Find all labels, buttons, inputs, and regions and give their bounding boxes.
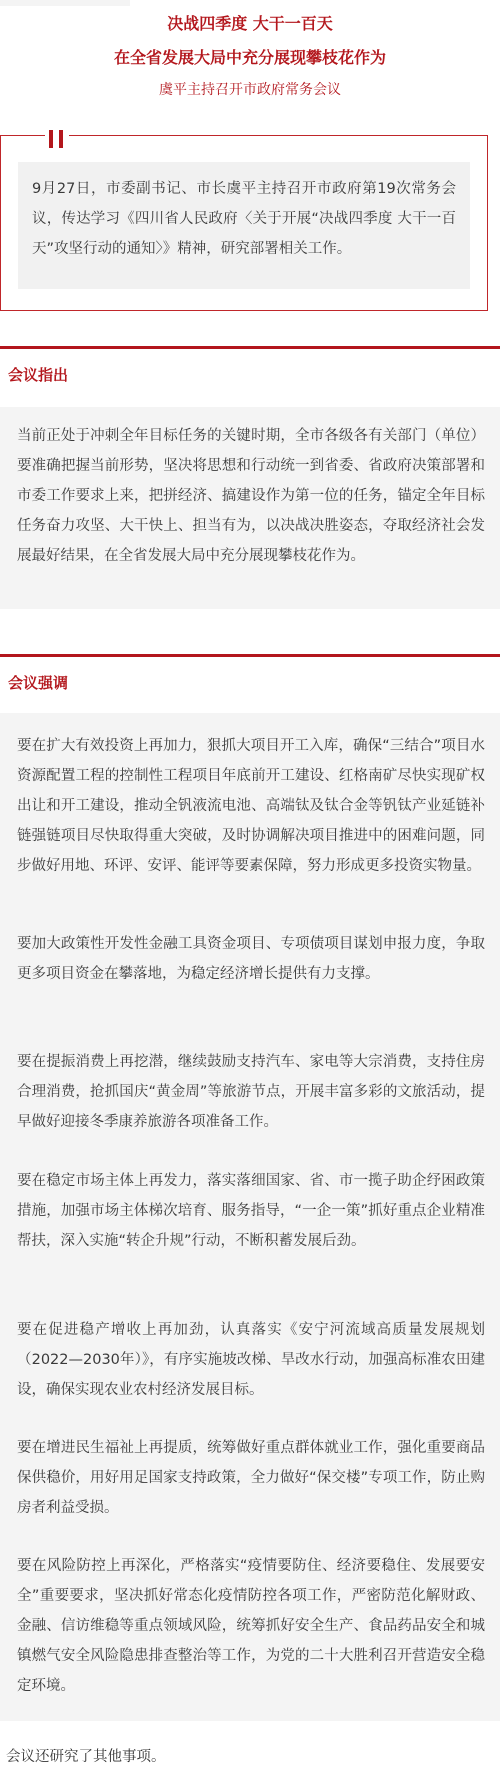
section-2-paragraph: 要在增进民生福祉上再提质，统筹做好重点群体就业工作，强化重要商品保供稳价，用好用足国家支持政策，全力做好“保交楼”专项工作，防止购房者利益受损。 [17, 1440, 485, 1516]
section-2-paragraph: 要在促进稳产增收上再加劲，认真落实《安宁河流域高质量发展规划（2022—2030年）》，有序实施坡改梯、旱改水行动，加强高标准农田建设，确保实现农业农村经济发展目标。 [17, 1322, 485, 1398]
headline-line-1: 决战四季度 大干一百天 [167, 14, 333, 33]
section-2-paragraph: 要加大政策性开发性金融工具资金项目、专项债项目谋划申报力度，争取更多项目资金在攀落地，为稳定经济增长提供有力支撑。 [17, 936, 485, 982]
headline-subtitle: 虞平主持召开市政府常务会议 [159, 82, 341, 98]
section-divider-1 [0, 346, 500, 349]
section-2-paragraph: 要在稳定市场主体上再发力，落实落细国家、省、市一揽子助企纾困政策措施，加强市场主体梯次培育、服务指导，“一企一策”抓好重点企业精准帮扶，深入实施“转企升规”行动，不断积蓄发展后劲。 [17, 1173, 485, 1249]
intro-text: 9月27日，市委副书记、市长虞平主持召开市政府第19次常务会议，传达学习《四川省人民政府〈关于开展“决战四季度 大干一百天”攻坚行动的通知〉》精神，研究部署相关工作。 [18, 162, 470, 289]
section-2-paragraph: 要在提振消费上再挖潜，继续鼓励支持汽车、家电等大宗消费，支持住房合理消费，抢抓国庆“黄金周”等旅游节点，开展丰富多彩的文旅活动，提早做好迎接冬季康养旅游各项准备工作。 [17, 1054, 485, 1130]
headline-line-2: 在全省发展大局中充分展现攀枝花作为 [113, 48, 386, 67]
section-2-paragraph: 要在风险防控上再深化，严格落实“疫情要防住、经济要稳住、发展要安全”重要要求，坚决抓好常态化疫情防控各项工作，严密防范化解财政、金融、信访维稳等重点领域风险，统筹抓好安全生产、食品药品安全和城镇燃气安全风险隐患排查整治等工作，为党的二十大胜利召开营造安全稳定环境。 [17, 1558, 485, 1694]
section-title-1: 会议指出 [8, 366, 69, 384]
section-divider-2 [0, 654, 500, 657]
section-2-paragraph: 要在扩大有效投资上再加力，狠抓大项目开工入库，确保“三结合”项目水资源配置工程的控制性工程项目年底前开工建设、红格南矿尽快实现矿权出让和开工建设，推动全钒液流电池、高端钛及钛合金等钒钛产业延链补链强链项目尽快取得重大突破，及时协调解决项目推进中的困难问题，同步做好用地、环评、安评、能评等要素保障，努力形成更多投资实物量。 [17, 738, 485, 874]
section-1-text: 当前正处于冲刺全年目标任务的关键时期，全市各级各有关部门（单位）要准确把握当前形势，坚决将思想和行动统一到省委、省政府决策部署和市委工作要求上来，把拼经济、搞建设作为第一位的任务，锚定全年目标任务奋力攻坚、大干快上、担当有为，以决战决胜姿态，夺取经济社会发展最好结果，在全省发展大局中充分展现攀枝花作为。 [17, 428, 485, 564]
double-bar-icon [45, 130, 69, 148]
closing-text: 会议还研究了其他事项。 [6, 1749, 166, 1765]
section-title-2: 会议强调 [8, 674, 69, 692]
intro-box [0, 135, 488, 311]
top-cropped-strip [0, 0, 130, 6]
